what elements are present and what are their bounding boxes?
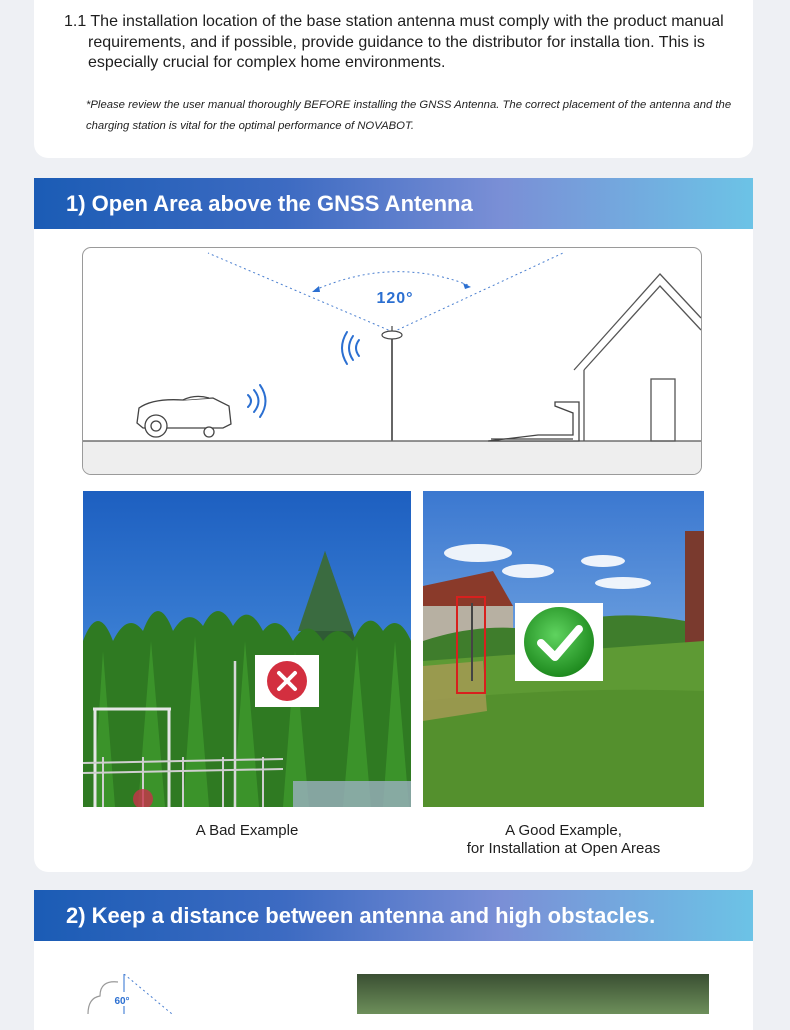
charging-station-icon <box>488 402 579 441</box>
angle-label: 120° <box>376 290 414 307</box>
checkmark-icon <box>524 607 594 677</box>
angle-label: 60° <box>114 996 130 1007</box>
pool <box>293 781 411 807</box>
distance-card <box>34 890 753 1030</box>
mower-signal-icon <box>248 385 266 417</box>
bad-example-caption: A Bad Example <box>195 822 299 839</box>
bad-example-photo <box>83 491 411 807</box>
cone-right-line <box>393 253 563 332</box>
intro-card <box>34 0 753 158</box>
section-title-open-area: 1) Open Area above the GNSS Antenna <box>34 178 753 229</box>
good-example-photo <box>423 491 704 807</box>
house-icon <box>574 274 701 441</box>
antenna-diagram-svg <box>83 248 701 474</box>
gnss-antenna-icon <box>382 331 402 339</box>
installation-note: *Please review the user manual thoroughly BEFORE installing the GNSS Antenna. The correct placement of the antenna and the charging station is vital for the optimal performance of NOVABOT. <box>86 99 732 132</box>
list-item-1-1 <box>64 12 744 74</box>
open-area-card <box>34 178 753 872</box>
distance-diagram <box>84 974 174 1014</box>
good-caption-line1: A Good Example, <box>505 822 622 839</box>
angle-arc <box>315 272 468 290</box>
good-example-caption <box>423 822 704 858</box>
item-text: The installation location of the base station antenna must comply with the product manual requirements, and if possible, provide guidance to the distributor for installa tion. This is especially crucial for complex home environments. <box>88 13 724 71</box>
robot-mower-icon <box>137 396 231 437</box>
item-number: 1.1 <box>64 13 87 30</box>
section-title-distance: 2) Keep a distance between antenna and high obstacles. <box>34 890 753 941</box>
antenna-signal-icon <box>342 332 359 364</box>
tall-grass <box>423 661 487 721</box>
cone-left-line <box>208 253 393 332</box>
arc-arrow-left-icon <box>312 286 320 292</box>
antenna-open-area-diagram <box>82 247 702 475</box>
good-caption-line2: for Installation at Open Areas <box>466 840 661 857</box>
arc-arrow-right-icon <box>463 283 471 289</box>
distance-photo <box>357 974 709 1014</box>
ground-band <box>83 441 701 474</box>
